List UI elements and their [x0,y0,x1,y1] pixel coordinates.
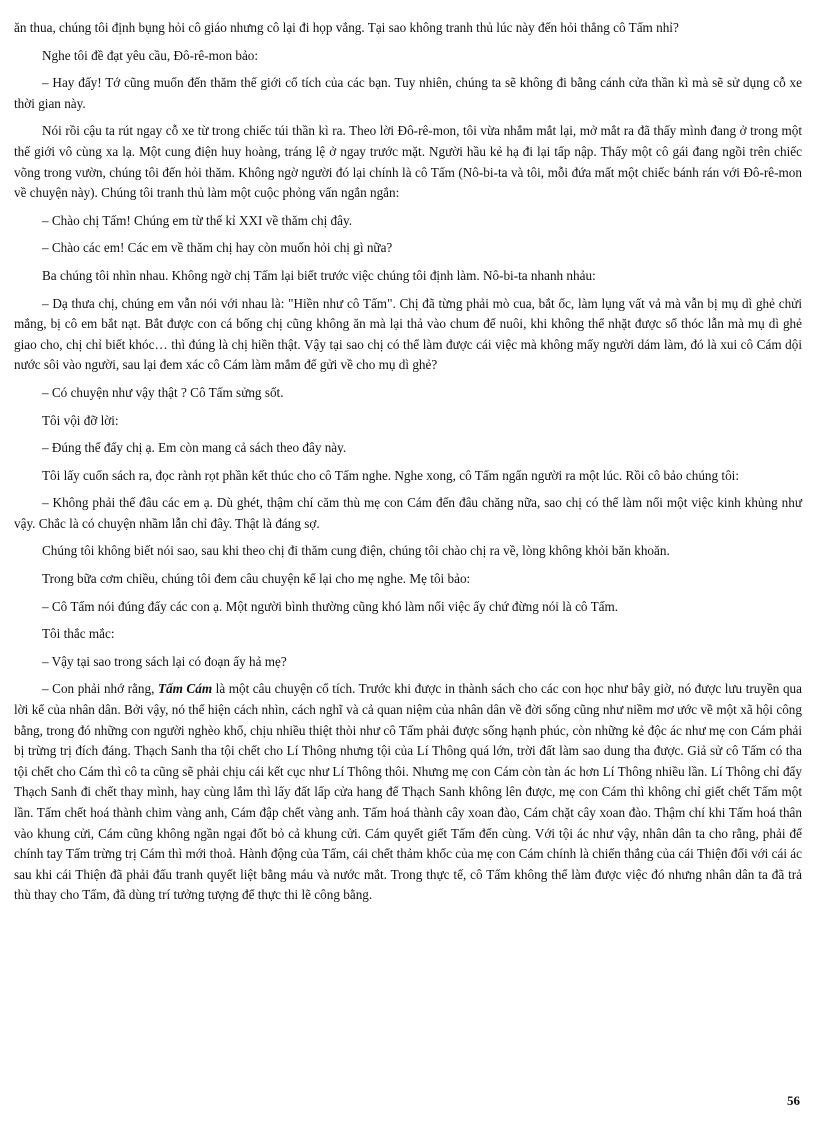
story-title: Tấm Cám [157,681,213,697]
paragraph-12: Tôi lấy cuốn sách ra, đọc rành rọt phần kết thúc cho cô Tấm nghe. Nghe xong, cô Tấm ngẩn người ra một lúc. Rồi cô bảo chúng tôi: [42,467,740,483]
paragraph-4: Nói rồi cậu ta rút ngay cỗ xe từ trong chiếc túi thần kì ra. Theo lời Đô-rê-mon, tôi vừa nhắm mắt lại, mở mắt ra đã thấy mình đang ở trong một thế giới vô cùng xa lạ. Một cung điện huy hoàng, tráng lệ ở ngay trước mặt. Người hầu kẻ hạ đi lại tấp nập. Thấy một cô gái đang ngồi trên chiếc võng trong vườn, chúng tôi đến hỏi thăm. Không ngờ người đó lại chính là cô Tấm (Nô-bi-ta và tôi, mỗi đứa mất một chiếc bánh rán với Đô-rê-mon về chuyện này). Chúng tôi tranh thủ làm một cuộc phỏng vấn ngắn ngắn: [14,123,802,201]
paragraph-15: Trong bữa cơm chiều, chúng tôi đem câu chuyện kể lại cho mẹ nghe. Mẹ tôi bảo: [42,571,471,587]
paragraph-19-rest: là một câu chuyện cổ tích. Trước khi được in thành sách cho các con học như bây giờ, nó được lưu truyền qua lời kể của nhân dân. Bởi vậy, nó thể hiện cách nhìn, cách nghĩ và cả quan niệm của nhân dân về đời sống cũng như niềm mơ ước về một xã hội công bằng, trong đó những con người nghèo khổ, chịu nhiều thiệt thòi như cô Tấm phải được sống hạnh phúc, còn những kẻ độc ác như mẹ con Cám phải bị trừng trị đích đáng. Thạch Sanh tha tội chết cho Lí Thông nhưng tội của Lí Thông quá lớn, trời đất làm sao dung tha được. Giả sử cô Tấm có tha tội chết cho Cám thì cô ta cũng sẽ phải chịu cái kết cục như Lí Thông thôi. Nhưng mẹ con Cám còn tàn ác hơn Lí Thông nhiều lần. Lí Thông chỉ đẩy Thạch Sanh đi chết thay mình, hay cùng lắm thì lấy đất lấp cửa hang để Thạch Sanh không lên được, mẹ con Cám thì không chỉ giết chết Tấm một lần. Tấm chết hoá thành chim vàng anh, Cám đập chết vàng anh. Tấm hoá thành cây xoan đào, Cám chặt cây xoan đào. Thậm chí khi Tấm hoá thân vào khung cửi, Cám cũng không ngần ngại đốt bỏ cả khung cửi. Cám quyết giết Tấm đến cùng. Với tội ác như vậy, nhân dân ta cho rằng, phải để chính tay Tấm trừng trị Cám thì mới thoả. Hành động của Tấm, cái chết thảm khốc của mẹ con Cám chính là chiến thắng của cái Thiện đối với cái ác sau khi cái Thiện đã phải đấu tranh quyết liệt bằng máu và nước mắt. Trong thực tế, cô Tấm không thể làm được việc đó nhưng nhân dân ta đã trả thù thay cho Tấm, đã dùng trí tưởng tượng để thực thi lẽ công bằng. [14,681,802,903]
paragraph-6: – Chào các em! Các em về thăm chị hay còn muốn hỏi chị gì nữa? [42,240,393,256]
paragraph-11: – Đúng thế đấy chị ạ. Em còn mang cả sách theo đây này. [42,440,347,456]
paragraph-13: – Không phải thế đâu các em ạ. Dù ghét, thậm chí căm thù mẹ con Cám đến đâu chăng nữa, sao chị có thể làm nổi một việc kinh khủng như vậy. Chắc là có chuyện nhầm lẫn chỉ đây. Thật là đáng sợ. [14,495,802,531]
paragraph-3: – Hay đấy! Tớ cũng muốn đến thăm thế giới cổ tích của các bạn. Tuy nhiên, chúng ta sẽ không đi bằng cánh cửa thần kì mà sẽ sử dụng cỗ xe thời gian này. [14,75,802,111]
paragraph-19 [14,679,802,906]
paragraph-7: Ba chúng tôi nhìn nhau. Không ngờ chị Tấm lại biết trước việc chúng tôi định làm. Nô-bi-ta nhanh nhảu: [42,267,596,283]
paragraph-9: – Có chuyện như vậy thật ? Cô Tấm sửng sốt. [42,384,284,400]
paragraph-2: Nghe tôi đề đạt yêu cầu, Đô-rê-mon bảo: [42,47,259,63]
paragraph-16: – Cô Tấm nói đúng đấy các con ạ. Một người bình thường cũng khó làm nổi việc ấy chứ đừng nói là cô Tấm. [42,598,619,614]
paragraph-5: – Chào chị Tấm! Chúng em từ thế kỉ XXI về thăm chị đây. [42,212,353,228]
paragraph-19-lead: – Con phải nhớ rằng, [42,681,158,697]
page-number: 56 [787,1093,800,1108]
paragraph-17: Tôi thắc mắc: [42,626,115,642]
paragraph-1: ăn thua, chúng tôi định bụng hỏi cô giáo nhưng cô lại đi họp vắng. Tại sao không tranh thủ lúc này đến hỏi thẳng cô Tấm nhỉ? [14,20,679,35]
paragraph-14: Chúng tôi không biết nói sao, sau khi theo chị đi thăm cung điện, chúng tôi chào chị ra về, lòng không khỏi băn khoăn. [42,543,670,559]
paragraph-10: Tôi vội đỡ lời: [42,412,119,428]
paragraph-18: – Vậy tại sao trong sách lại có đoạn ấy hả mẹ? [42,653,287,669]
paragraph-8: – Dạ thưa chị, chúng em vẫn nói với nhau là: "Hiền như cô Tấm". Chị đã từng phải mò cua, bắt ốc, làm lụng vất vả mà vẫn bị mụ dì ghẻ chửi mắng, bị cô em bắt nạt. Bắt được con cá bống chị cũng không ăn mà lại thả vào chum để nuôi, khi không thể nhặt được số thóc lẫn mà mụ dì ghẻ giao cho, chị chỉ biết khóc… thì đúng là chị hiền thật. Vậy tại sao chị có thể làm được cái việc mà không mấy người dám làm, đó là xui cô Cám dội nước sôi vào người, sau lại đem xác cô Cám làm mắm để gửi về cho mụ dì ghẻ? [14,295,802,373]
